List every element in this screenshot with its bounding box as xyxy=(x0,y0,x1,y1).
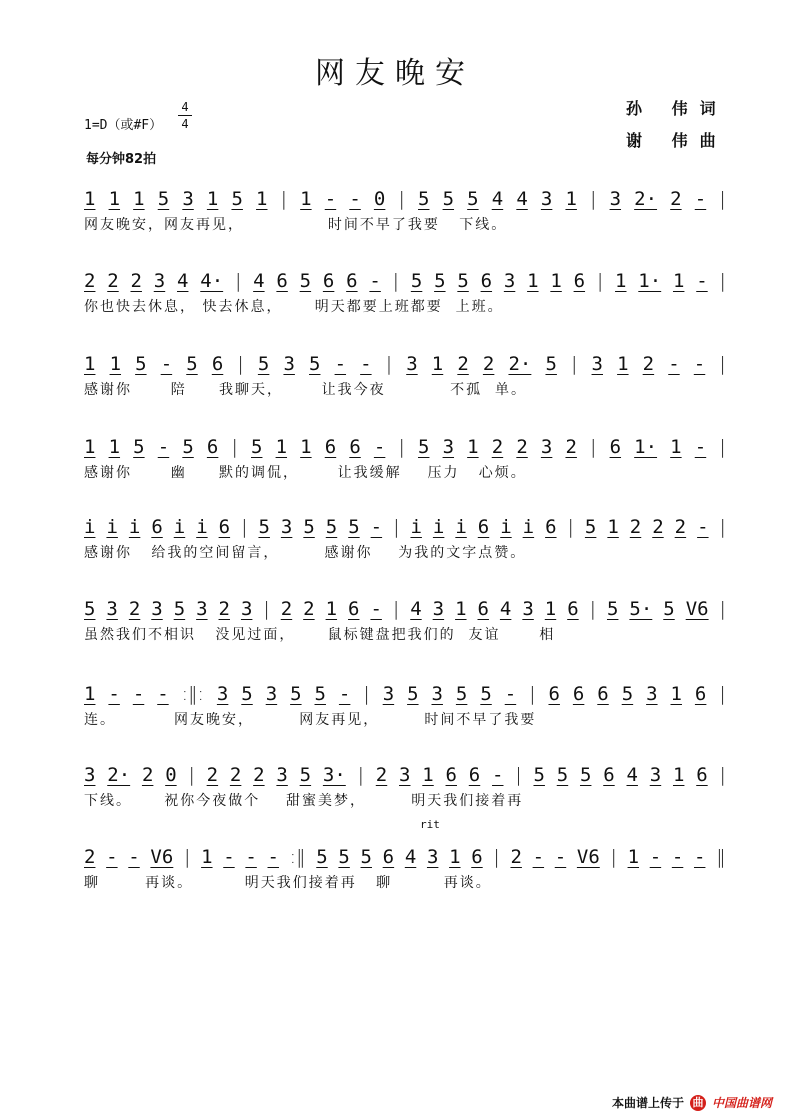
bar-line: | xyxy=(188,764,195,786)
note: 6 xyxy=(597,683,609,705)
note: 5 xyxy=(251,436,263,458)
note: 5 xyxy=(457,270,469,292)
note: 3 xyxy=(182,188,194,210)
note: - xyxy=(324,188,337,210)
score-row xyxy=(84,180,734,240)
note: 2 xyxy=(280,598,293,620)
note: 5 xyxy=(314,683,326,705)
note: 5 xyxy=(186,353,198,375)
score-row xyxy=(84,428,734,488)
note: 4 xyxy=(410,598,422,620)
bar-line: | xyxy=(719,598,726,620)
note: 2 xyxy=(218,598,230,620)
bar-line: | xyxy=(719,436,726,458)
note: - xyxy=(108,683,120,705)
note: 1 xyxy=(300,436,312,458)
note: 3 xyxy=(591,353,603,375)
note: 2 xyxy=(510,846,522,868)
note: 5 xyxy=(545,353,557,375)
bar-line: | xyxy=(392,598,400,620)
note: 1 xyxy=(206,188,219,210)
note: 2· xyxy=(508,353,532,375)
bar-line: :‖ xyxy=(289,846,306,868)
note: 3 xyxy=(540,436,553,458)
bar-line: | xyxy=(363,683,370,705)
note: 1 xyxy=(467,436,479,458)
note: 6 xyxy=(445,764,457,786)
note: 3 xyxy=(646,683,658,705)
note: 6 xyxy=(480,270,493,292)
note: 1 xyxy=(300,188,312,210)
lyric-line: 虽然我们不相识 没见过面， 鼠标键盘把我们的 友谊 相 xyxy=(84,627,556,643)
note: 1 xyxy=(544,598,557,620)
lyric-line: 下线。 祝你今夜做个 甜蜜美梦， 明天我们接着再 xyxy=(84,793,524,809)
note: - xyxy=(649,846,662,868)
note: 1 xyxy=(256,188,268,210)
note: 6 xyxy=(276,270,288,292)
bar-line: | xyxy=(234,270,242,292)
note: 5 xyxy=(418,188,430,210)
note: 1 xyxy=(527,270,539,292)
note: 3 xyxy=(265,683,278,705)
bar-line: | xyxy=(719,188,726,210)
note: 5 xyxy=(434,270,446,292)
note: 6 xyxy=(572,683,585,705)
bar-line: | xyxy=(719,764,726,786)
note: 4 xyxy=(626,764,638,786)
time-signature-top: 4 xyxy=(181,100,189,114)
note: - xyxy=(492,764,504,786)
note: 6 xyxy=(349,436,361,458)
note: - xyxy=(360,353,372,375)
note: 6 xyxy=(477,516,490,538)
note: 4 xyxy=(253,270,265,292)
note: 2· xyxy=(634,188,658,210)
note: 6 xyxy=(382,846,395,868)
note: 3 xyxy=(503,270,516,292)
footer-credit xyxy=(612,1094,772,1111)
note: 4 xyxy=(491,188,504,210)
score-row xyxy=(84,262,734,322)
note: - xyxy=(694,188,707,210)
note: 5 xyxy=(533,764,545,786)
notes-line xyxy=(84,180,726,210)
note: 3 xyxy=(280,516,293,538)
note: 1 xyxy=(550,270,562,292)
tempo-marking: 每分钟82拍 xyxy=(86,152,157,167)
bar-line: | xyxy=(393,516,400,538)
note: 6 xyxy=(211,353,224,375)
note: - xyxy=(668,353,680,375)
note: 3 xyxy=(426,846,439,868)
note: - xyxy=(128,846,140,868)
note: 3 xyxy=(153,270,166,292)
note: 5 xyxy=(182,436,194,458)
note: 6 xyxy=(609,436,622,458)
note: 2 xyxy=(128,598,141,620)
note: 6 xyxy=(206,436,219,458)
note: 2 xyxy=(130,270,142,292)
note: 2 xyxy=(565,436,577,458)
note: 5 xyxy=(418,436,430,458)
note: 5 xyxy=(325,516,338,538)
note: V6 xyxy=(685,598,709,620)
note: 5 xyxy=(290,683,302,705)
note: i xyxy=(106,516,118,538)
note: 2 xyxy=(482,353,495,375)
note: - xyxy=(370,598,382,620)
note: i xyxy=(128,516,141,538)
note: 5 xyxy=(231,188,243,210)
note: 3 xyxy=(399,764,411,786)
note: - xyxy=(693,846,706,868)
note: 2 xyxy=(652,516,664,538)
note: 2 xyxy=(141,764,154,786)
bar-line: | xyxy=(263,598,270,620)
note: i xyxy=(522,516,535,538)
note: 5 xyxy=(606,598,619,620)
lyric-line: 感谢你 给我的空间留言， 感谢你 为我的文字点赞。 xyxy=(84,545,527,561)
note: - xyxy=(106,846,118,868)
note: 2 xyxy=(629,516,642,538)
score-row xyxy=(84,756,734,816)
note: 6 xyxy=(346,270,358,292)
note: 5 xyxy=(299,270,312,292)
note: - xyxy=(554,846,567,868)
key-signature: 1=D（或#F） xyxy=(84,118,163,133)
note: - xyxy=(697,516,709,538)
lyric-line: 感谢你 陪 我聊天， 让我今夜 不孤 单。 xyxy=(84,382,528,398)
note: 6 xyxy=(322,270,335,292)
note: 4· xyxy=(200,270,224,292)
note: - xyxy=(694,436,707,458)
note: - xyxy=(373,436,386,458)
note: 1 xyxy=(84,353,96,375)
note: 5 xyxy=(135,353,147,375)
note: - xyxy=(245,846,257,868)
note: - xyxy=(671,846,684,868)
note: 3· xyxy=(322,764,346,786)
note: 3 xyxy=(609,188,622,210)
note: 2 xyxy=(206,764,219,786)
note: 3 xyxy=(84,764,96,786)
bar-line: | xyxy=(231,436,238,458)
note: 2 xyxy=(457,353,469,375)
note: - xyxy=(696,270,708,292)
note: 5 xyxy=(480,683,492,705)
note: 2 xyxy=(491,436,504,458)
bar-line: | xyxy=(719,516,726,538)
bar-line: | xyxy=(567,516,574,538)
note: 2 xyxy=(229,764,242,786)
notes-line xyxy=(84,345,726,375)
bar-line: | xyxy=(529,683,536,705)
note: 6 xyxy=(567,598,579,620)
note: 1· xyxy=(634,436,658,458)
note: - xyxy=(338,683,351,705)
note: 1 xyxy=(455,598,467,620)
score-row xyxy=(84,590,734,650)
notes-line xyxy=(84,508,726,538)
note: i xyxy=(410,516,422,538)
score-row xyxy=(84,675,734,735)
note: V6 xyxy=(150,846,174,868)
note: - xyxy=(267,846,279,868)
note: - xyxy=(369,270,381,292)
note: - xyxy=(157,436,170,458)
lyricist-credit: 孙 伟词 xyxy=(626,99,728,118)
note: 6 xyxy=(603,764,615,786)
note: 5 xyxy=(455,683,468,705)
note: 2 xyxy=(516,436,528,458)
note: 1 xyxy=(431,353,444,375)
notes-line xyxy=(84,428,726,458)
note: 2 xyxy=(642,353,655,375)
bar-line: | xyxy=(719,270,726,292)
bar-line: | xyxy=(493,846,500,868)
bar-line: | xyxy=(596,270,604,292)
note: 5 xyxy=(84,598,96,620)
notes-line xyxy=(84,675,726,705)
note: - xyxy=(334,353,347,375)
note: 5· xyxy=(629,598,653,620)
note: - xyxy=(532,846,545,868)
bar-line: | xyxy=(184,846,191,868)
note: 1 xyxy=(84,188,96,210)
note: 5 xyxy=(410,270,423,292)
note: 3 xyxy=(382,683,395,705)
note: 3 xyxy=(240,598,253,620)
note: i xyxy=(196,516,208,538)
note: 2 xyxy=(84,270,96,292)
note: 1 xyxy=(201,846,213,868)
note: 6 xyxy=(468,764,481,786)
note: 3 xyxy=(442,436,455,458)
note: 4 xyxy=(499,598,512,620)
note: 1· xyxy=(638,270,662,292)
bar-line: | xyxy=(571,353,578,375)
note: - xyxy=(132,683,145,705)
note: 3 xyxy=(106,598,118,620)
score-row xyxy=(84,838,734,898)
note: 0 xyxy=(373,188,386,210)
note: - xyxy=(370,516,383,538)
note: 3 xyxy=(431,683,443,705)
note: 5 xyxy=(348,516,360,538)
note: 1 xyxy=(133,188,145,210)
note: - xyxy=(693,353,706,375)
note: 1 xyxy=(615,270,627,292)
bar-line: | xyxy=(385,353,393,375)
time-signature-bottom: 4 xyxy=(181,117,189,131)
note: 5 xyxy=(299,764,312,786)
note: 2 xyxy=(375,764,388,786)
bar-line: :‖: xyxy=(181,683,204,705)
score-row xyxy=(84,508,734,568)
bar-line: | xyxy=(241,516,248,538)
note: 3 xyxy=(196,598,208,620)
bar-line: | xyxy=(719,683,726,705)
note: i xyxy=(173,516,186,538)
lyric-line: 网友晚安，网友再见， 时间不早了我要 下线。 xyxy=(84,217,508,233)
note: 2 xyxy=(84,846,96,868)
note: 5 xyxy=(241,683,253,705)
bar-line: | xyxy=(237,353,244,375)
note: 1 xyxy=(672,270,685,292)
note: 6 xyxy=(694,683,707,705)
upload-text: 本曲谱上传于 xyxy=(611,1096,684,1110)
note: 4 xyxy=(404,846,417,868)
note: 6 xyxy=(218,516,231,538)
note: 1 xyxy=(670,436,682,458)
note: 5 xyxy=(309,353,321,375)
note: 1 xyxy=(109,353,122,375)
note: 5 xyxy=(467,188,479,210)
note: 6 xyxy=(573,270,586,292)
note: - xyxy=(223,846,235,868)
time-signature xyxy=(178,100,192,131)
note: 3 xyxy=(216,683,229,705)
lyric-line: 聊 再谈。 明天我们接着再 聊 再谈。 xyxy=(84,875,492,891)
note: i xyxy=(84,516,96,538)
note: 5 xyxy=(303,516,315,538)
note: 1 xyxy=(617,353,629,375)
note: i xyxy=(500,516,512,538)
notes-line xyxy=(84,262,726,292)
bar-line: | xyxy=(590,188,597,210)
note: V6 xyxy=(576,846,600,868)
bar-line: | xyxy=(589,598,597,620)
note: 1 xyxy=(108,436,121,458)
site-name: 中国曲谱网 xyxy=(711,1096,772,1110)
bar-line: | xyxy=(590,436,597,458)
note: 6 xyxy=(548,683,560,705)
note: 5 xyxy=(442,188,455,210)
note: 5 xyxy=(360,846,372,868)
note: 4 xyxy=(177,270,189,292)
score-row xyxy=(84,345,734,405)
note: - xyxy=(160,353,173,375)
note: 5 xyxy=(584,516,597,538)
note: 1 xyxy=(422,764,434,786)
bar-line: | xyxy=(610,846,617,868)
note: 1 xyxy=(84,436,96,458)
note: 5 xyxy=(338,846,350,868)
note: i xyxy=(432,516,445,538)
note: 2 xyxy=(670,188,682,210)
note: 1 xyxy=(108,188,121,210)
note: 3 xyxy=(540,188,553,210)
note: 3 xyxy=(522,598,534,620)
bar-line: | xyxy=(280,188,288,210)
note: 6 xyxy=(545,516,557,538)
composer-credit: 谢 伟曲 xyxy=(626,131,728,150)
note: 2· xyxy=(107,764,131,786)
bar-line: | xyxy=(515,764,522,786)
bar-line: | xyxy=(719,353,726,375)
note: 5 xyxy=(133,436,145,458)
rit-marking: rit xyxy=(420,818,440,831)
bar-line: ‖ xyxy=(716,846,726,868)
note: 6 xyxy=(477,598,489,620)
note: 0 xyxy=(165,764,177,786)
bar-line: | xyxy=(398,436,405,458)
note: 3 xyxy=(151,598,163,620)
note: 5 xyxy=(579,764,592,786)
note: 1 xyxy=(449,846,461,868)
note: 5 xyxy=(407,683,419,705)
bar-line: | xyxy=(392,270,400,292)
note: i xyxy=(455,516,467,538)
notes-line xyxy=(84,756,726,786)
note: 6 xyxy=(324,436,337,458)
note: 5 xyxy=(157,188,170,210)
note: 1 xyxy=(672,764,685,786)
note: 1 xyxy=(565,188,577,210)
note: 6 xyxy=(696,764,708,786)
note: - xyxy=(504,683,517,705)
note: 6 xyxy=(348,598,360,620)
note: 5 xyxy=(257,353,270,375)
note: 2 xyxy=(303,598,315,620)
note: - xyxy=(157,683,169,705)
site-logo-icon: 曲 xyxy=(690,1095,706,1111)
note: 1 xyxy=(607,516,619,538)
note: - xyxy=(349,188,361,210)
notes-line xyxy=(84,838,726,868)
bar-line: | xyxy=(398,188,405,210)
note: 2 xyxy=(674,516,687,538)
note: 3 xyxy=(649,764,662,786)
bar-line: | xyxy=(357,764,364,786)
note: 3 xyxy=(276,764,288,786)
note: 1 xyxy=(670,683,682,705)
note: 5 xyxy=(663,598,675,620)
note: 5 xyxy=(173,598,186,620)
note: 3 xyxy=(432,598,445,620)
lyric-line: 连。 网友晚安， 网友再见， 时间不早了我要 xyxy=(84,712,537,728)
lyric-line: 你也快去休息， 快去休息， 明天都要上班都要 上班。 xyxy=(84,299,504,315)
lyric-line: 感谢你 幽 默的调侃， 让我缓解 压力 心烦。 xyxy=(84,465,527,481)
note: 3 xyxy=(406,353,418,375)
note: 5 xyxy=(316,846,328,868)
note: 1 xyxy=(275,436,288,458)
notes-line xyxy=(84,590,726,620)
note: 2 xyxy=(107,270,119,292)
note: 5 xyxy=(621,683,634,705)
note: 4 xyxy=(516,188,528,210)
note: 6 xyxy=(151,516,163,538)
note: 1 xyxy=(627,846,640,868)
note: 5 xyxy=(556,764,569,786)
note: 5 xyxy=(258,516,270,538)
note: 1 xyxy=(84,683,96,705)
note: 6 xyxy=(471,846,483,868)
note: 1 xyxy=(325,598,338,620)
note: 2 xyxy=(253,764,265,786)
song-title: 网友晚安 xyxy=(315,56,475,91)
note: 3 xyxy=(283,353,295,375)
